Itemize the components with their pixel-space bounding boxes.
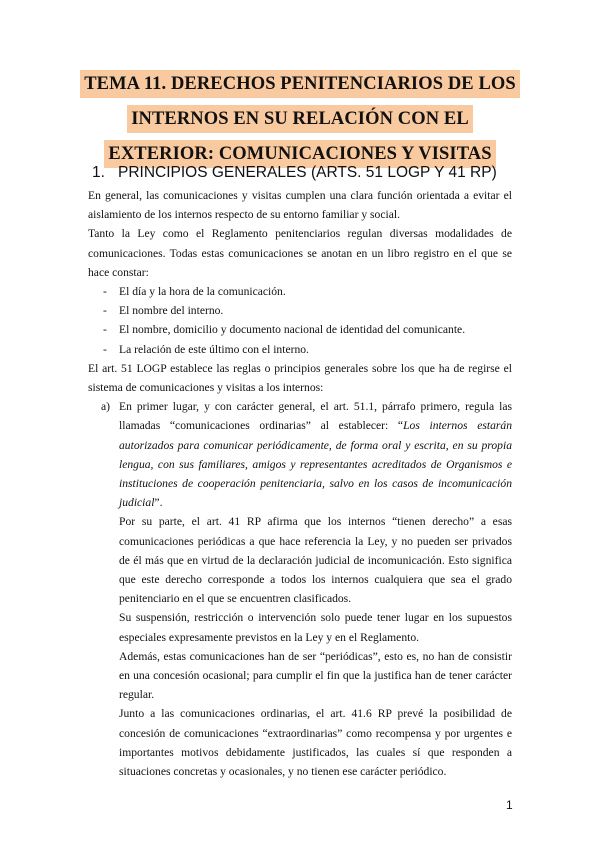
indented-paragraph: Junto a las comunicaciones ordinarias, el art. 41.6 RP prevé la posibilidad de concesión de comunicaciones “extraordinarias” como recompensa y por urgentes e importantes motivos debidamente justificados, las cuales sí que responden a situaciones concretas y ocasionales, y no tienen ese carácter periódico.: [119, 707, 512, 779]
list-item-a: [88, 397, 512, 512]
document-title: [80, 70, 520, 175]
register-fields-list: [88, 282, 512, 359]
title-line: TEMA 11. DERECHOS PENITENCIARIOS DE LOS: [80, 70, 520, 98]
indented-paragraph: Por su parte, el art. 41 RP afirma que los internos “tienen derecho” a esas comunicaciones periódicas a que hace referencia la Ley, y no pueden ser privados de él más que en virtud de la declaración judicial de incomunicación. Esto significa que este derecho corresponde a todos los internos cualquiera que sea el grado penitenciario en el que se encuentren clasificados.: [119, 515, 512, 606]
title-line: EXTERIOR: COMUNICACIONES Y VISITAS: [104, 140, 495, 168]
indented-paragraph: Su suspensión, restricción o intervención solo puede tener lugar en los supuestos especiales expresamente previstos en la Ley y en el Reglamento.: [119, 611, 512, 644]
paragraph: En general, las comunicaciones y visitas cumplen una clara función orientada a evitar el aislamiento de los internos respecto de su entorno familiar y social.: [88, 189, 512, 222]
section-heading-text: PRINCIPIOS GENERALES (ARTS. 51 LOGP Y 41 RP): [118, 164, 497, 181]
page-number: 1: [506, 798, 513, 812]
section-heading: [92, 164, 497, 182]
section-number: 1.: [92, 164, 105, 181]
principles-list: [88, 397, 512, 512]
legal-quote: Los internos estarán autorizados para comunicar periódicamente, de forma oral y escrita, en su propia lengua, con sus familiares, amigos y representantes acreditados de Organismos e instituciones de cooperación penitenciaria, salvo en los casos de incomunicación judicial: [119, 419, 513, 510]
indented-paragraph: Además, estas comunicaciones han de ser “periódicas”, esto es, no han de consistir en una concesión ocasional; para cumplir el fin que la justifica han de tener carácter regular.: [119, 649, 512, 702]
paragraph: Tanto la Ley como el Reglamento penitenciarios regulan diversas modalidades de comunicaciones. Todas estas comunicaciones se anotan en un libro registro en el que se hace constar:: [88, 227, 512, 279]
list-marker: a): [101, 400, 111, 414]
paragraph: El art. 51 LOGP establece las reglas o principios generales sobre los que ha de regirse el sistema de comunicaciones y visitas a los internos:: [88, 361, 512, 395]
list-item: - El nombre, domicilio y documento nacional de identidad del comunicante.: [88, 320, 512, 339]
title-line: INTERNOS EN SU RELACIÓN CON EL: [127, 105, 473, 133]
item-a-intro: En primer lugar, y con carácter general, el art. 51.1, párrafo primero, regula las llamadas “comunicaciones ordinarias” al establecer: “: [119, 400, 512, 433]
body-text: [88, 186, 512, 781]
list-item: - La relación de este último con el interno.: [88, 340, 512, 359]
list-item: - El nombre del interno.: [88, 301, 512, 320]
item-a-outro: ”.: [154, 496, 163, 510]
list-item: - El día y la hora de la comunicación.: [88, 282, 512, 301]
